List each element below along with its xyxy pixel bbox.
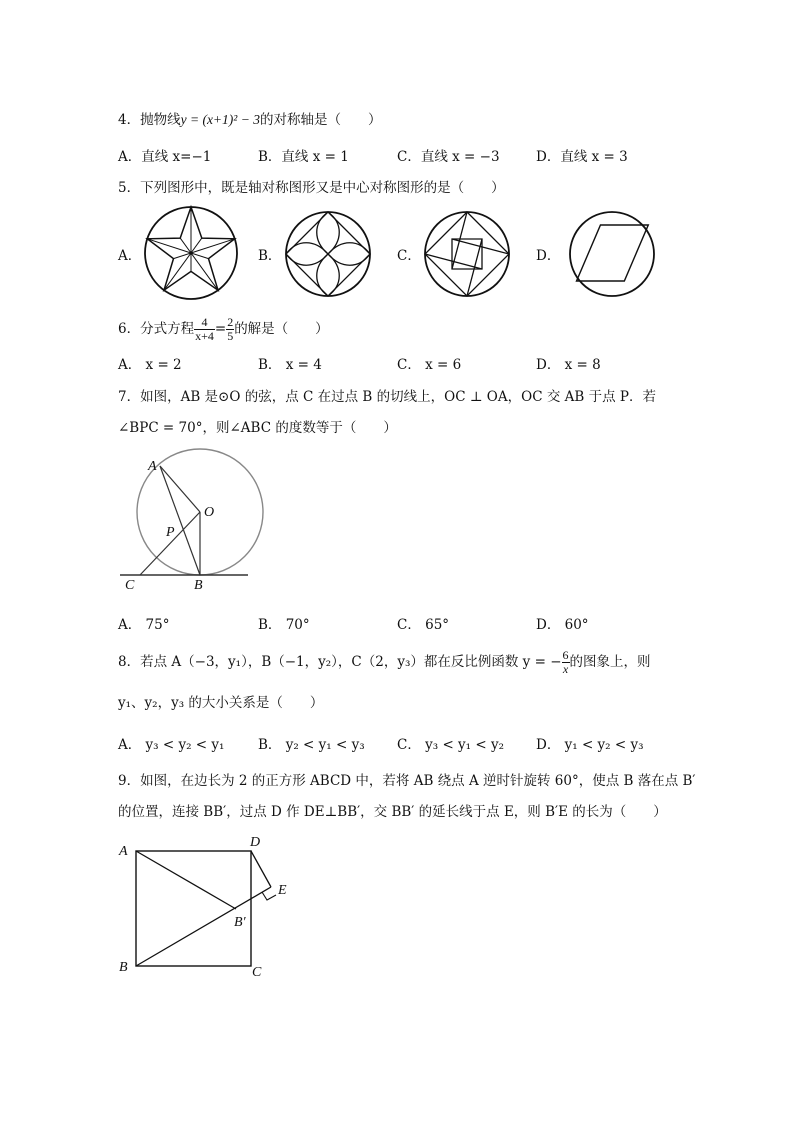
q6-stem — [118, 316, 329, 343]
q4-option-d: D．直线 x = 3 — [536, 149, 628, 165]
q9-label-c: C — [252, 965, 262, 980]
q6-option-b: B． x = 4 — [258, 357, 322, 373]
q9-figure-square-rotation — [116, 833, 296, 983]
q7-label-c: C — [125, 578, 135, 593]
q5-label-b: B． — [258, 248, 282, 264]
q8-option-b: B． y₂ < y₁ < y₃ — [258, 737, 365, 753]
q5-figure-d-parallelogram — [567, 209, 657, 299]
q6-frac2-denominator: 5 — [227, 329, 234, 343]
q8-frac-denominator: x — [562, 662, 569, 676]
q8-option-c: C． y₃ < y₁ < y₂ — [397, 737, 505, 753]
q7-label-b: B — [194, 578, 203, 593]
q8-fraction — [562, 649, 570, 676]
q8-stem-end: 的图象上，则 — [569, 654, 651, 670]
q7-option-c: C． 65° — [397, 617, 450, 633]
q6-frac1-denominator: x+4 — [195, 329, 214, 343]
q6-stem-text: 6．分式方程 — [118, 321, 195, 337]
q9-line-2: 的位置，连接 BB′，过点 D 作 DE⊥BB′，交 BB′ 的延长线于点 E，则 B′E 的长为（ ） — [118, 804, 667, 820]
q7-figure-circle-tangent — [120, 452, 260, 592]
q8-frac-numerator: 6 — [562, 648, 569, 662]
q4-option-a: A．直线 x=−1 — [118, 149, 212, 165]
q6-stem-end: 的解是（ ） — [234, 321, 329, 337]
q9-label-b: B — [119, 960, 128, 975]
q5-figure-c-pinwheel — [422, 209, 512, 299]
q4-formula: y = (x+1)² − 3 — [180, 112, 260, 127]
q6-frac2-numerator: 2 — [227, 315, 234, 329]
q8-option-a: A． y₃ < y₂ < y₁ — [118, 737, 225, 753]
q4-option-b: B．直线 x = 1 — [258, 149, 349, 165]
q7-label-a: A — [148, 459, 157, 474]
q7-option-d: D． 60° — [536, 617, 589, 633]
q6-fraction-2 — [226, 316, 234, 343]
q8-stem-text: 8．若点 A（−3，y₁），B（−1，y₂），C（2，y₃）都在反比例函数 y = − — [118, 654, 562, 670]
q6-fraction-1 — [194, 316, 215, 343]
q6-option-c: C． x = 6 — [397, 357, 462, 373]
q9-label-e: E — [278, 883, 287, 898]
q7-option-b: B． 70° — [258, 617, 310, 633]
q5-label-d: D． — [536, 248, 561, 264]
q5-label-a: A． — [118, 248, 142, 264]
q5-figure-a-star — [141, 203, 241, 303]
q8-stem — [118, 649, 651, 676]
q5-figure-b-petals — [283, 209, 373, 299]
q7-line-1: 7．如图，AB 是⊙O 的弦，点 C 在过点 B 的切线上，OC ⊥ OA，OC 交 AB 于点 P．若 — [118, 389, 656, 405]
q7-line-2: ∠BPC = 70°，则∠ABC 的度数等于（ ） — [118, 420, 397, 436]
q8-line-2: y₁、y₂，y₃ 的大小关系是（ ） — [118, 695, 324, 711]
q9-label-d: D — [250, 835, 261, 850]
q4-option-c: C．直线 x = −3 — [397, 149, 500, 165]
q7-option-a: A． 75° — [118, 617, 170, 633]
q4-stem-end: 的对称轴是（ ） — [259, 112, 382, 128]
q6-option-d: D． x = 8 — [536, 357, 601, 373]
q9-label-a: A — [119, 844, 128, 859]
q4-stem — [118, 108, 381, 128]
q5-stem: 5．下列图形中，既是轴对称图形又是中心对称图形的是（ ） — [118, 180, 505, 196]
q9-label-bprime: B′ — [234, 915, 246, 930]
q5-label-c: C． — [397, 248, 421, 264]
q8-option-d: D． y₁ < y₂ < y₃ — [536, 737, 644, 753]
q4-stem-text: 4．抛物线 — [118, 112, 181, 128]
q9-line-1: 9．如图，在边长为 2 的正方形 ABCD 中，若将 AB 绕点 A 逆时针旋转 60°，使点 B 落在点 B′ — [118, 773, 696, 789]
q7-label-p: P — [166, 525, 175, 540]
q6-option-a: A． x = 2 — [118, 357, 182, 373]
q7-label-o: O — [204, 505, 215, 520]
q6-equals: = — [214, 321, 227, 337]
q6-frac1-numerator: 4 — [194, 316, 215, 330]
